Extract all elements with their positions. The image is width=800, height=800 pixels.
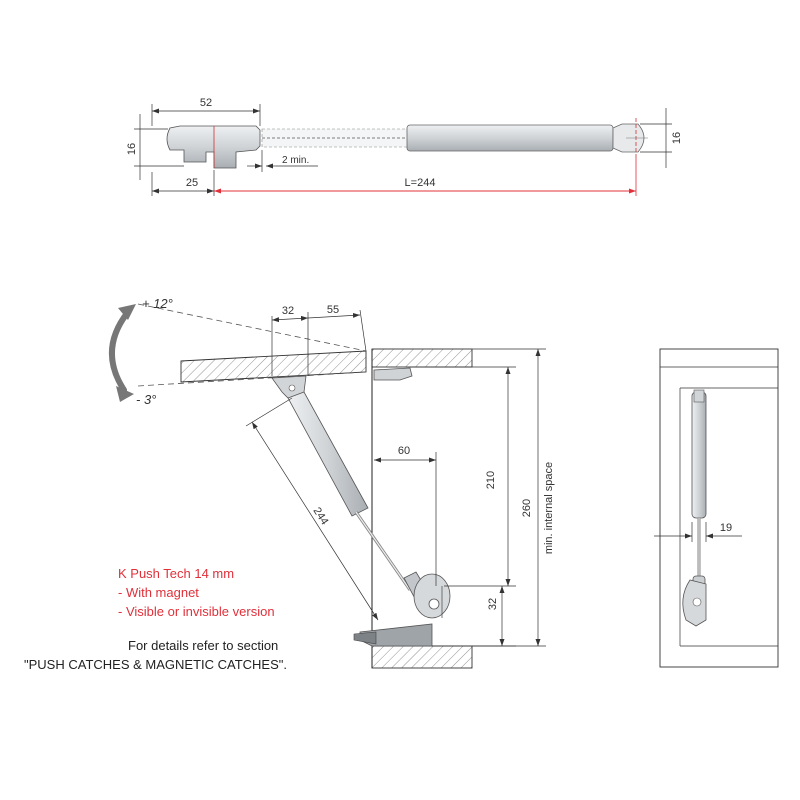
cabinet-bottom-panel bbox=[372, 646, 472, 668]
dim-25: 25 bbox=[185, 177, 199, 189]
dim-260: 260 bbox=[521, 498, 533, 518]
cabinet-front-outline bbox=[660, 349, 778, 667]
feature-version: - Visible or invisible version bbox=[118, 604, 275, 619]
front-gas-spring bbox=[692, 392, 706, 518]
gas-spring-strut bbox=[288, 392, 434, 608]
dim-52: 52 bbox=[199, 97, 213, 109]
dim-2-min: 2 min. bbox=[282, 155, 310, 166]
dim-60: 60 bbox=[397, 445, 411, 457]
gas-spring-cylinder bbox=[407, 125, 613, 151]
internal-space-label: min. internal space bbox=[543, 461, 555, 555]
bottom-bracket bbox=[414, 574, 450, 618]
dim-length: L=244 bbox=[404, 177, 436, 189]
dim-32-top: 32 bbox=[281, 305, 295, 317]
dim-19: 19 bbox=[719, 522, 733, 534]
reference-line-1: For details refer to section bbox=[128, 638, 279, 653]
dim-16-right: 16 bbox=[671, 131, 683, 145]
dim-32-bottom: 32 bbox=[487, 597, 499, 611]
notes bbox=[24, 566, 287, 672]
dim-210: 210 bbox=[485, 470, 497, 490]
mounting-bracket bbox=[167, 126, 260, 168]
dim-244: 244 bbox=[310, 505, 331, 528]
angle-up-label: + 12° bbox=[142, 296, 173, 311]
feature-magnet: - With magnet bbox=[118, 585, 199, 600]
front-view bbox=[654, 349, 778, 667]
push-latch-top bbox=[374, 368, 412, 380]
top-view bbox=[126, 97, 683, 196]
angle-down-label: - 3° bbox=[136, 392, 157, 407]
reference-line-2: "PUSH CATCHES & MAGNETIC CATCHES". bbox=[24, 657, 287, 672]
cabinet-top-panel bbox=[372, 349, 472, 367]
dim-16-left: 16 bbox=[126, 142, 138, 156]
dim-55: 55 bbox=[326, 304, 340, 316]
angle-arc-arrow bbox=[112, 312, 128, 390]
product-title: K Push Tech 14 mm bbox=[118, 566, 235, 581]
